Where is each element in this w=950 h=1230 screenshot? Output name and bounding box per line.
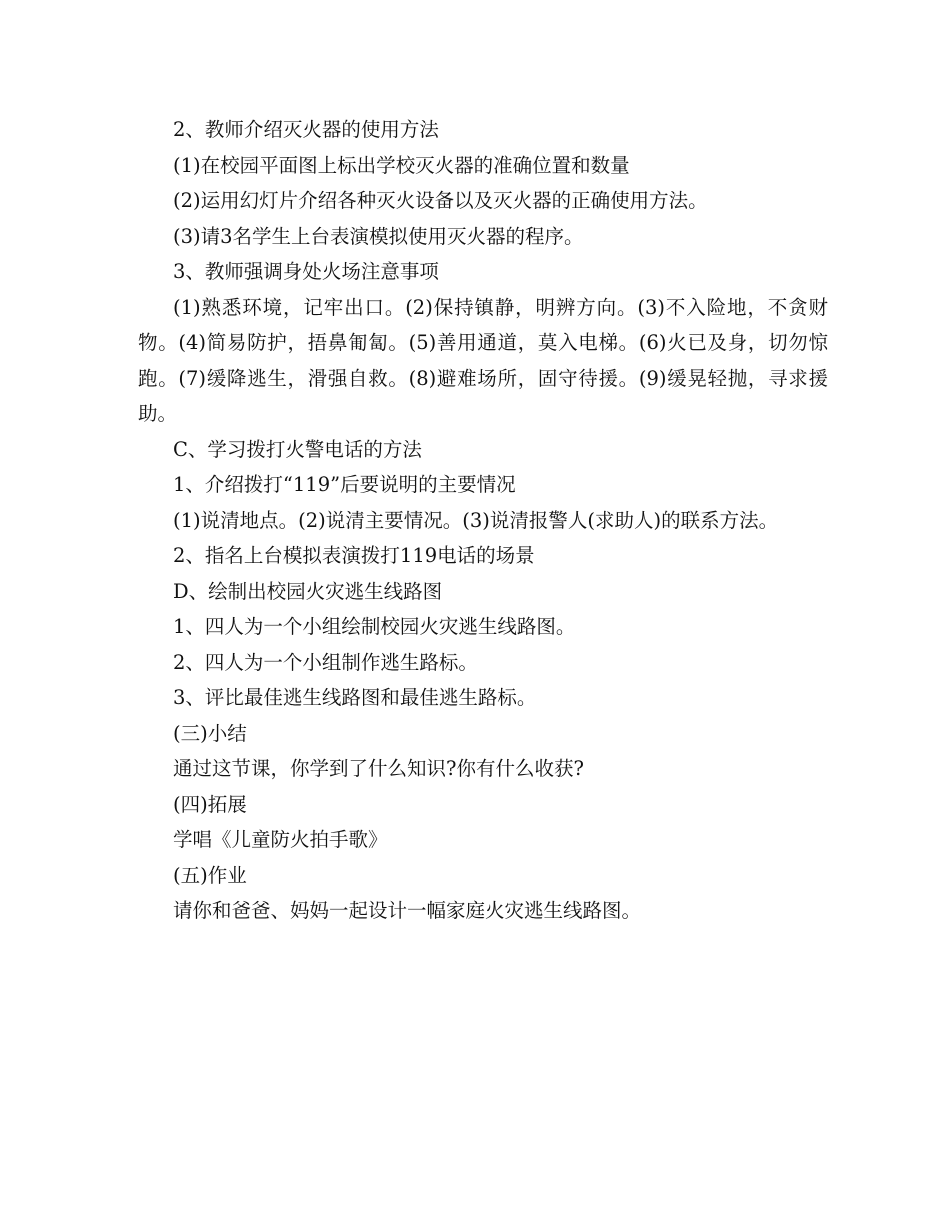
- step-heading: 3、评比最佳逃生线路图和最佳逃生路标。: [173, 686, 537, 709]
- paragraph-line: (2)运用幻灯片介绍各种灭火设备以及灭火器的正确使用方法。: [173, 189, 708, 212]
- paragraph-line: (3)请3名学生上台表演模拟使用灭火器的程序。: [173, 224, 584, 248]
- section-heading: (三)小结: [173, 721, 247, 745]
- document-body: [138, 112, 828, 929]
- paragraph-block: (1)说清地点。(2)说清主要情况。(3)说清报警人(求助人)的联系方法。: [173, 508, 779, 532]
- section-heading: (五)作业: [173, 863, 247, 887]
- paragraph-line: 请你和爸爸、妈妈一起设计一幅家庭火灾逃生线路图。: [173, 899, 642, 922]
- paragraph-block: (1)熟悉环境，记牢出口。(2)保持镇静，明辨方向。(3)不入险地，不贪财物。(4)简易防护，捂鼻匍匐。(5)善用通道，莫入电梯。(6)火已及身，切勿惊跑。(7)缓降逃生，滑强自救。(8)避难场所，固守待援。(9)缓晃轻抛，寻求援助。: [138, 295, 828, 425]
- step-heading: 2、教师介绍灭火器的使用方法: [173, 118, 439, 141]
- section-heading: C、学习拨打火警电话的方法: [173, 437, 422, 461]
- paragraph-line: (1)在校园平面图上标出学校灭火器的准确位置和数量: [173, 153, 630, 177]
- step-heading: 3、教师强调身处火场注意事项: [173, 260, 439, 283]
- step-heading: 2、指名上台模拟表演拨打119电话的场景: [173, 544, 535, 567]
- step-heading: 1、介绍拨打“119”后要说明的主要情况: [173, 473, 516, 496]
- paragraph-line: 学唱《儿童防火拍手歌》: [173, 828, 388, 851]
- step-heading: 2、四人为一个小组制作逃生路标。: [173, 650, 478, 674]
- section-heading: (四)拓展: [173, 792, 247, 816]
- step-heading: 1、四人为一个小组绘制校园火灾逃生线路图。: [173, 615, 576, 638]
- section-heading: D、绘制出校园火灾逃生线路图: [173, 579, 443, 603]
- paragraph-line: 通过这节课，你学到了什么知识?你有什么收获?: [173, 757, 584, 780]
